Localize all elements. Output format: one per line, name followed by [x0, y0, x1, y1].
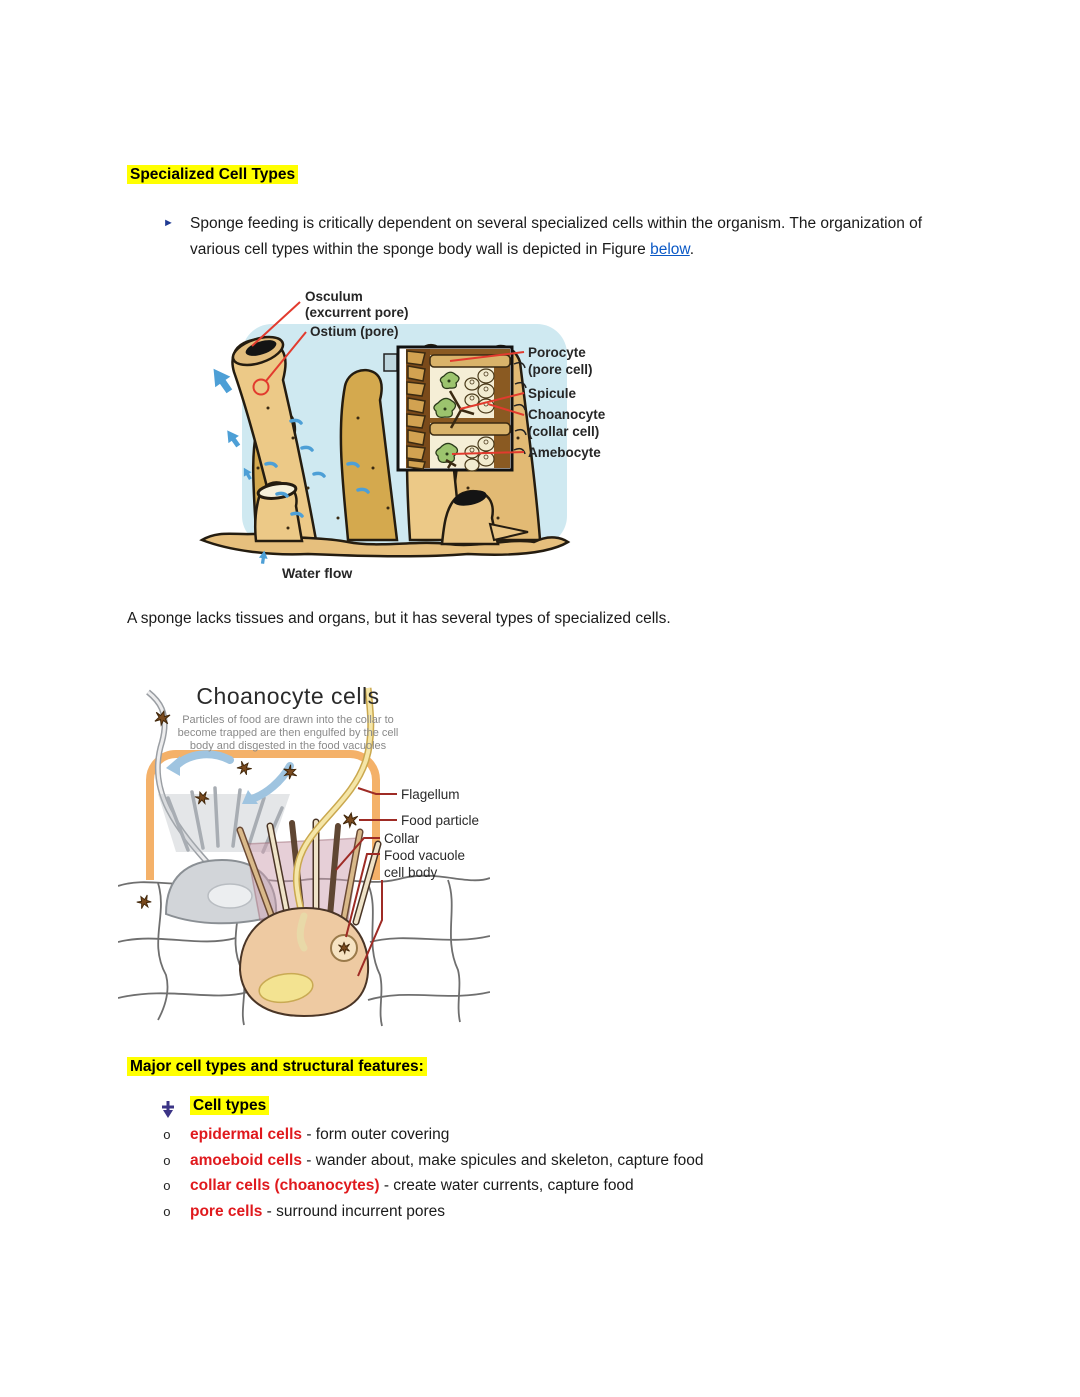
- term-amoeboid-cells: amoeboid cells: [190, 1152, 302, 1169]
- desc-pore-cells: - surround incurrent pores: [262, 1203, 446, 1220]
- list-item-amoeboid: [163, 1152, 704, 1170]
- intro-text: Sponge feeding is critically dependent on several specialized cells within the organism. The organization of various cell types within the sponge body wall is depicted in Figure: [190, 215, 923, 258]
- choanocyte-cells-figure: [118, 680, 490, 1028]
- triangle-bullet-icon: ►: [163, 217, 174, 229]
- spicule-label: Spicule: [528, 386, 577, 401]
- cell-types-bullet-icon: [159, 1100, 177, 1119]
- sponge-paragraph: A sponge lacks tissues and organs, but it has several types of specialized cells.: [127, 610, 671, 627]
- collar-label: Collar: [384, 831, 420, 846]
- choanocyte-label: Choanocyte: [528, 407, 606, 422]
- food-particle-label: Food particle: [401, 813, 480, 828]
- page-title: [127, 166, 298, 184]
- ostium-label: Ostium (pore): [310, 324, 399, 339]
- heading-specialized-cell-types: Specialized Cell Types: [127, 165, 298, 184]
- desc-collar-cells: - create water currents, capture food: [379, 1177, 634, 1194]
- subheading-cell-types: Cell types: [190, 1096, 269, 1115]
- circle-bullet-icon: o: [163, 1154, 171, 1169]
- flagellum-label: Flagellum: [401, 787, 460, 802]
- osculum-sublabel: (excurrent pore): [305, 305, 409, 320]
- subheading-wrap: [190, 1097, 269, 1115]
- porocyte-sublabel: (pore cell): [528, 362, 593, 377]
- figure2-title: Choanocyte cells: [196, 683, 380, 709]
- choanocyte-sublabel: (collar cell): [528, 424, 600, 439]
- below-hyperlink[interactable]: below: [650, 240, 690, 258]
- figure2-caption-line2: become trapped are then engulfed by the cell: [177, 727, 399, 739]
- circle-bullet-icon: o: [163, 1179, 171, 1194]
- term-pore-cells: pore cells: [190, 1203, 263, 1220]
- intro-text-end: .: [689, 240, 695, 258]
- desc-epidermal-cells: - form outer covering: [302, 1126, 450, 1143]
- amebocyte-label: Amebocyte: [528, 445, 601, 460]
- inset-source-box: [384, 354, 397, 371]
- figure2-caption-line3: body and disgested in the food vacuoles: [189, 740, 387, 752]
- circle-bullet-icon: o: [163, 1205, 171, 1220]
- list-item-pore: [163, 1203, 445, 1221]
- list-item-epidermal: [163, 1126, 449, 1144]
- food-vacuole-label: Food vacuole: [384, 848, 466, 863]
- term-collar-cells: collar cells (choanocytes): [190, 1177, 380, 1194]
- porocyte-label: Porocyte: [528, 345, 586, 360]
- heading-major-cell-types: Major cell types and structural features:: [127, 1057, 427, 1076]
- figure2-caption-line1: Particles of food are drawn into the collar to: [182, 714, 394, 726]
- osculum-label: Osculum: [305, 289, 363, 304]
- water-flow-label: Water flow: [282, 565, 353, 581]
- circle-bullet-icon: o: [163, 1128, 171, 1143]
- sponge-body-wall-figure: [198, 288, 640, 590]
- intro-paragraph: [190, 211, 932, 262]
- desc-amoeboid-cells: - wander about, make spicules and skeleton, capture food: [301, 1152, 704, 1169]
- list-item-collar: [163, 1177, 634, 1195]
- cell-body-label: cell body: [384, 865, 438, 880]
- section-heading: [127, 1058, 427, 1076]
- term-epidermal-cells: epidermal cells: [190, 1126, 303, 1143]
